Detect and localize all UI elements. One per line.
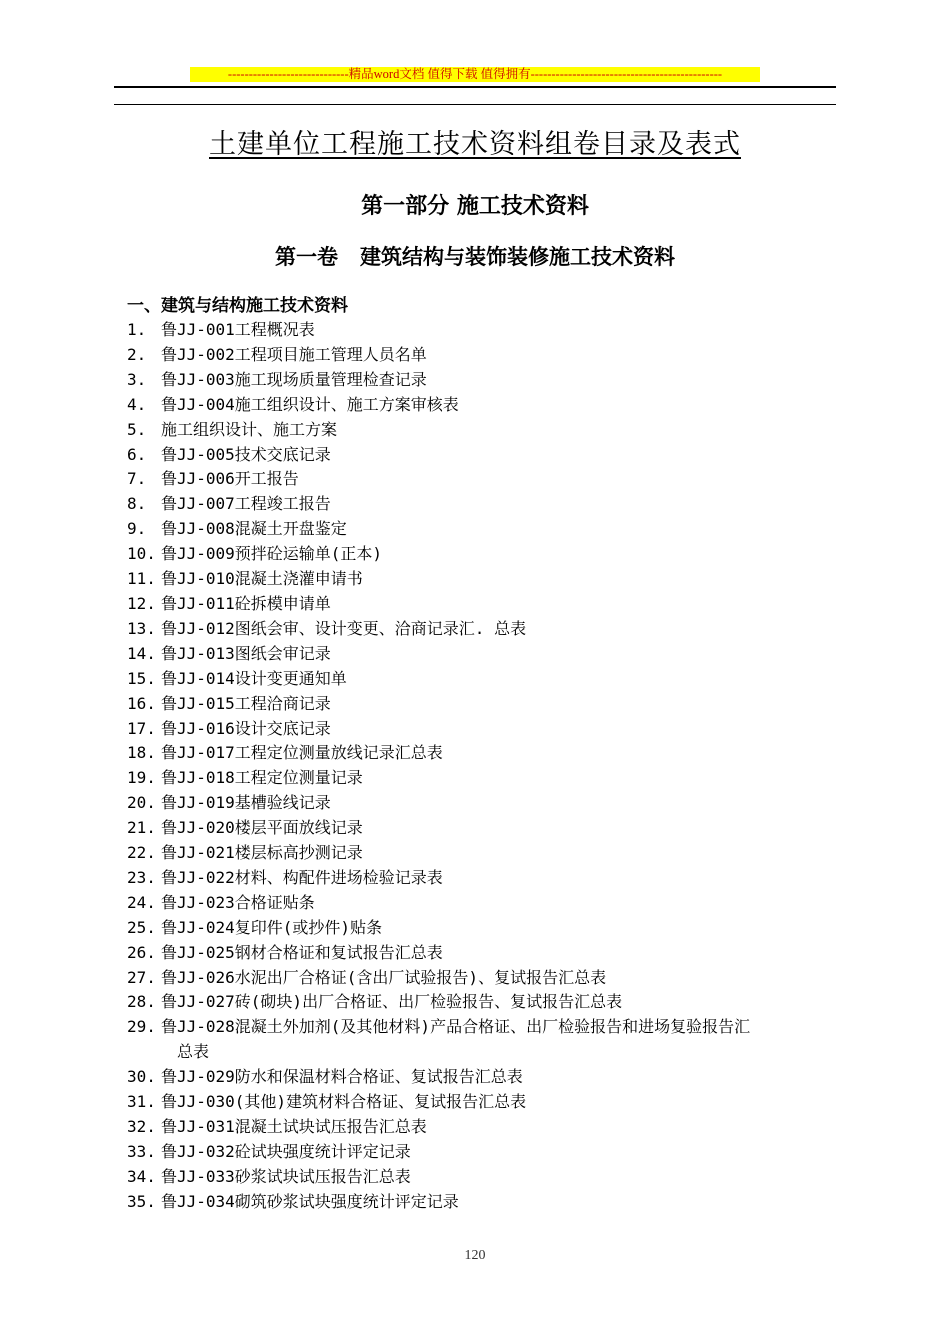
list-item-text — [161, 916, 839, 941]
list-item-number: 9. — [127, 519, 147, 539]
list-item — [127, 791, 839, 816]
list-item-text-main: 鲁JJ-018工程定位测量记录 — [161, 768, 363, 788]
list-item-number: 15. — [127, 668, 156, 688]
list-item-text — [161, 667, 839, 692]
list-item-text — [161, 642, 839, 667]
list-item-text-main: 鲁JJ-024复印件(或抄件)贴条 — [161, 917, 383, 937]
list-item-text — [161, 517, 839, 542]
list-item-text-main: 鲁JJ-011砼拆模申请单 — [161, 593, 331, 613]
list-item-text — [161, 966, 839, 991]
list-item-text — [161, 492, 839, 517]
list-item — [127, 916, 839, 941]
list-item-text-main: 鲁JJ-032砼试块强度统计评定记录 — [161, 1141, 411, 1161]
list-item-text-main: 鲁JJ-014设计变更通知单 — [161, 668, 347, 688]
list-item-number: 16. — [127, 693, 156, 713]
list-item — [127, 567, 839, 592]
list-item-text-main: 鲁JJ-006开工报告 — [161, 469, 299, 489]
list-item — [127, 941, 839, 966]
list-item-text — [161, 990, 839, 1015]
list-item-text-main: 鲁JJ-017工程定位测量放线记录汇总表 — [161, 743, 443, 763]
list-item — [127, 990, 839, 1015]
list-item-text-main: 鲁JJ-012图纸会审、设计变更、洽商记录汇. 总表 — [161, 618, 527, 638]
list-item-text — [161, 617, 839, 642]
list-item — [127, 1090, 839, 1115]
list-item-text — [161, 567, 839, 592]
list-item — [127, 1190, 839, 1215]
list-item-text-main: 鲁JJ-027砖(砌块)出厂合格证、出厂检验报告、复试报告汇总表 — [161, 992, 623, 1012]
list-item-text — [161, 1090, 839, 1115]
list-item-text-main: 鲁JJ-021楼层标高抄测记录 — [161, 843, 363, 863]
list-item-text-main: 鲁JJ-013图纸会审记录 — [161, 643, 331, 663]
list-item-number: 13. — [127, 618, 156, 638]
list-item-text — [161, 1165, 839, 1190]
list-item-number: 5. — [127, 419, 147, 439]
list-item — [127, 492, 839, 517]
list-item — [127, 692, 839, 717]
list-item-text — [161, 1115, 839, 1140]
list-item-number: 24. — [127, 892, 156, 912]
list-item-text — [161, 542, 839, 567]
list-item-text — [161, 717, 839, 742]
list-item-text — [161, 891, 839, 916]
list-item-text — [161, 443, 839, 468]
list-item-text-main: 鲁JJ-022材料、构配件进场检验记录表 — [161, 867, 443, 887]
list-item — [127, 642, 839, 667]
list-item-number: 29. — [127, 1017, 156, 1037]
list-item-text — [161, 592, 839, 617]
list-item-number: 17. — [127, 718, 156, 738]
list-item-number: 14. — [127, 643, 156, 663]
list-item-text — [161, 467, 839, 492]
list-item-number: 33. — [127, 1141, 156, 1161]
list-item — [127, 1140, 839, 1165]
list-item-text-main: 鲁JJ-016设计交底记录 — [161, 718, 331, 738]
volume-heading: 第一卷 建筑结构与装饰装修施工技术资料 — [275, 245, 675, 269]
list-item-number: 18. — [127, 743, 156, 763]
document-title: 土建单位工程施工技术资料组卷目录及表式 — [209, 129, 741, 160]
list-item-number: 11. — [127, 569, 156, 589]
list-item-text — [161, 343, 839, 368]
list-item-text — [161, 1065, 839, 1090]
list-item-text-main: 鲁JJ-031混凝土试块试压报告汇总表 — [161, 1117, 427, 1136]
list-item-number: 28. — [127, 992, 156, 1012]
list-item-text — [161, 418, 839, 443]
list-item-number: 19. — [127, 768, 156, 788]
list-item-text — [161, 1140, 839, 1165]
list-item-text-main: 鲁JJ-030(其他)建筑材料合格证、复试报告汇总表 — [161, 1092, 527, 1112]
list-item-number: 34. — [127, 1166, 156, 1186]
list-item — [127, 717, 839, 742]
list-item — [127, 816, 839, 841]
list-item-text-main: 鲁JJ-033砂浆试块试压报告汇总表 — [161, 1166, 411, 1186]
list-item — [127, 766, 839, 791]
list-item-text — [161, 941, 839, 966]
part-heading: 第一部分 施工技术资料 — [361, 194, 589, 219]
list-item-number: 12. — [127, 593, 156, 613]
header-rule-thin — [114, 104, 836, 105]
list-item-text-main: 鲁JJ-034砌筑砂浆试块强度统计评定记录 — [161, 1191, 459, 1211]
list-item — [127, 891, 839, 916]
list-item — [127, 393, 839, 418]
list-item-number: 35. — [127, 1191, 156, 1211]
list-item-number: 32. — [127, 1117, 156, 1136]
list-item-text-main: 鲁JJ-003施工现场质量管理检查记录 — [161, 369, 427, 389]
list-item-text-main: 鲁JJ-005技术交底记录 — [161, 444, 331, 464]
list-item-text-main: 鲁JJ-026水泥出厂合格证(含出厂试验报告)、复试报告汇总表 — [161, 967, 607, 987]
list-item — [127, 866, 839, 891]
list-item — [127, 368, 839, 393]
list-item-text-main: 施工组织设计、施工方案 — [161, 419, 338, 439]
list-item — [127, 667, 839, 692]
list-item-number: 10. — [127, 544, 156, 564]
list-item-number: 25. — [127, 917, 156, 937]
page-number: 120 — [464, 1248, 486, 1263]
list-item-text — [161, 393, 839, 418]
list-item-text — [161, 692, 839, 717]
list-item — [127, 841, 839, 866]
list-item-number: 31. — [127, 1092, 156, 1112]
list-item — [127, 966, 839, 991]
list-item-text-main: 鲁JJ-001工程概况表 — [161, 320, 315, 339]
list-item-number: 4. — [127, 394, 147, 414]
list-item-text-main: 鲁JJ-004施工组织设计、施工方案审核表 — [161, 394, 459, 414]
list-item-text — [161, 866, 839, 891]
list-item — [127, 517, 839, 542]
list-item — [127, 467, 839, 492]
section-heading: 一、建筑与结构施工技术资料 — [127, 296, 348, 316]
list-item-text — [161, 318, 839, 343]
list-item-text-main: 鲁JJ-029防水和保温材料合格证、复试报告汇总表 — [161, 1067, 523, 1087]
list-item-number: 6. — [127, 444, 147, 464]
list-item-text-main: 鲁JJ-015工程洽商记录 — [161, 693, 331, 713]
list-item — [127, 318, 839, 343]
list-item-number: 27. — [127, 967, 156, 987]
list-item — [127, 443, 839, 468]
list-item — [127, 1065, 839, 1090]
header-banner: -----------------------------精品word文档 值得下载 值得拥有---------------------------------------------- — [190, 67, 760, 82]
list-item-text-main: 鲁JJ-010混凝土浇灌申请书 — [161, 569, 363, 589]
list-item — [127, 343, 839, 368]
list-item-text-main: 鲁JJ-025钢材合格证和复试报告汇总表 — [161, 942, 443, 962]
list-item — [127, 1015, 839, 1065]
list-item-number: 23. — [127, 867, 156, 887]
list-item — [127, 418, 839, 443]
list-item-number: 7. — [127, 469, 147, 489]
list-item-number: 21. — [127, 818, 156, 838]
list-item-text — [161, 791, 839, 816]
list-item-text-main: 鲁JJ-002工程项目施工管理人员名单 — [161, 344, 427, 364]
list-item-text-main: 鲁JJ-007工程竣工报告 — [161, 494, 331, 514]
document-item-list — [127, 318, 839, 1215]
list-item — [127, 1165, 839, 1190]
list-item-number: 2. — [127, 344, 147, 364]
list-item-number: 30. — [127, 1067, 156, 1087]
list-item — [127, 592, 839, 617]
list-item-number: 8. — [127, 494, 147, 514]
list-item-text — [161, 816, 839, 841]
header-rule-thick — [114, 86, 836, 88]
list-item — [127, 617, 839, 642]
list-item-text-main: 鲁JJ-023合格证贴条 — [161, 892, 315, 912]
list-item-text-main: 鲁JJ-028混凝土外加剂(及其他材料)产品合格证、出厂检验报告和进场复验报告汇 — [161, 1017, 751, 1037]
list-item-text — [161, 841, 839, 866]
list-item — [127, 542, 839, 567]
list-item — [127, 1115, 839, 1140]
list-item-text-main: 鲁JJ-009预拌砼运输单(正本) — [161, 544, 383, 564]
list-item — [127, 741, 839, 766]
list-item-number: 3. — [127, 369, 147, 389]
list-item-text — [161, 1015, 839, 1065]
list-item-number: 1. — [127, 320, 147, 339]
list-item-text — [161, 1190, 839, 1215]
list-item-number: 26. — [127, 942, 156, 962]
list-item-text — [161, 368, 839, 393]
list-item-number: 22. — [127, 843, 156, 863]
list-item-text-main: 鲁JJ-008混凝土开盘鉴定 — [161, 519, 347, 539]
list-item-text — [161, 741, 839, 766]
list-item-text — [161, 766, 839, 791]
list-item-number: 20. — [127, 793, 156, 813]
list-item-text-main: 鲁JJ-020楼层平面放线记录 — [161, 818, 363, 838]
list-item-text-continuation: 总表 — [177, 1042, 210, 1062]
list-item-text-main: 鲁JJ-019基槽验线记录 — [161, 793, 331, 813]
